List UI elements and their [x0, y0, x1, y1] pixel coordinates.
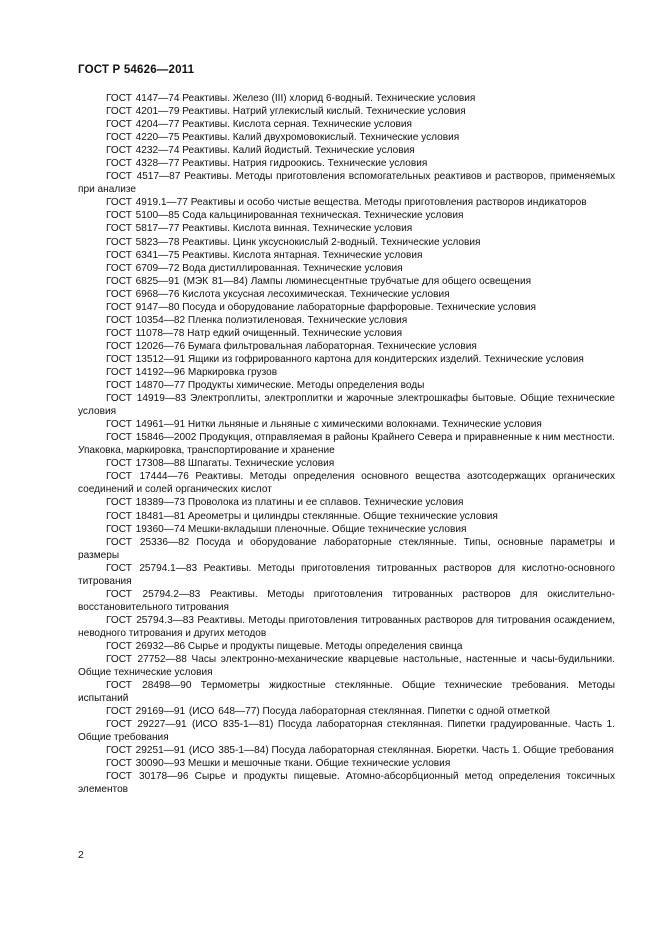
reference-item [78, 340, 615, 353]
reference-item [78, 236, 615, 249]
reference-code: ГОСТ 4517—87 [106, 171, 181, 183]
reference-code: ГОСТ 17308—88 [106, 458, 186, 470]
reference-title: Реактивы. Калий двухромовокислый. Технические условия [182, 132, 460, 144]
reference-title: Посуда лабораторная стеклянная. Пипетки градуированные. Часть 1. Общие требования [78, 719, 615, 744]
reference-item [78, 757, 615, 770]
reference-code: ГОСТ 4220—75 [106, 132, 180, 144]
reference-code: ГОСТ 5817—77 [106, 223, 180, 235]
reference-item [78, 249, 615, 262]
reference-title: Реактивы. Натрия гидроокись. Технические условия [182, 158, 428, 170]
reference-item [78, 640, 615, 653]
reference-code: ГОСТ 4204—77 [106, 119, 180, 131]
reference-title: Реактивы. Цинк уксуснокислый 2-водный. Технические условия [182, 236, 481, 248]
reference-item [78, 510, 615, 523]
reference-title: Посуда лабораторная стеклянная. Пипетки с одной отметкой [262, 706, 550, 718]
reference-code: ГОСТ 6968—76 [106, 288, 180, 300]
reference-item [78, 562, 615, 588]
reference-code: ГОСТ 26932—86 [106, 640, 186, 652]
reference-code: ГОСТ 6341—75 [106, 249, 180, 261]
reference-item [78, 679, 615, 705]
reference-title: Мешки-вкладыши пленочные. Общие технические условия [187, 523, 467, 535]
reference-code: ГОСТ 11078—78 [106, 327, 185, 339]
reference-title: Бумага фильтровальная лабораторная. Технические условия [187, 340, 477, 352]
reference-title: Нитки льняные и льняные с химическими волокнами. Технические условия [187, 419, 542, 431]
reference-code: ГОСТ 6825—91 (МЭК 81—84) [106, 275, 248, 287]
reference-item [78, 614, 615, 640]
reference-title: Реактивы. Методы приготовления вспомогательных реактивов и растворов, применяемых при анализе [78, 171, 616, 196]
reference-item [78, 457, 615, 470]
reference-item [78, 209, 615, 222]
reference-code: ГОСТ 12026—76 [106, 340, 186, 352]
reference-item [78, 366, 615, 379]
reference-title: Ящики из гофрированного картона для кондитерских изделий. Технические условия [187, 353, 584, 365]
reference-item [78, 770, 615, 796]
reference-code: ГОСТ 9147—80 [106, 301, 180, 313]
reference-title: Сырье и продукты пищевые. Атомно-абсорбционный метод определения токсичных элементов [78, 771, 615, 796]
reference-code: ГОСТ 30090—93 [106, 758, 186, 770]
reference-title: Реактивы. Натрий углекислый кислый. Технические условия [182, 106, 466, 118]
reference-title: Реактивы. Методы приготовления титрованных растворов для кислотно-основного титрования [78, 562, 615, 587]
reference-title: Шпагаты. Технические условия [187, 458, 335, 470]
reference-item [78, 470, 615, 496]
reference-title: Посуда и оборудование лабораторные фарфоровые. Технические условия [182, 301, 536, 313]
reference-title: Вода дистиллированная. Технические условия [182, 262, 403, 274]
reference-item [78, 588, 615, 614]
reference-title: Посуда лабораторная стеклянная. Бюретки. Часть 1. Общие требования [271, 745, 614, 757]
reference-item [78, 718, 615, 744]
reference-code: ГОСТ 4328—77 [106, 158, 180, 170]
normative-references-list [78, 92, 615, 797]
reference-title: Ареометры и цилиндры стеклянные. Общие технические условия [187, 510, 498, 522]
reference-code: ГОСТ 15846—2002 [106, 432, 197, 444]
reference-code: ГОСТ 19360—74 [106, 523, 186, 535]
reference-code: ГОСТ 18389—73 [106, 497, 186, 509]
reference-item [78, 744, 615, 757]
reference-item [78, 196, 615, 209]
reference-code: ГОСТ 4232—74 [106, 145, 180, 157]
reference-item [78, 431, 615, 457]
reference-item [78, 496, 615, 509]
reference-title: Реактивы. Калий йодистый. Технические условия [182, 145, 415, 157]
reference-item [78, 144, 615, 157]
reference-code: ГОСТ 17444—76 [106, 471, 189, 483]
reference-title: Часы электронно-механические кварцевые настольные, настенные и часы-будильники. Общие технические условия [78, 654, 615, 679]
reference-item [78, 131, 615, 144]
reference-title: Термометры жидкостные стеклянные. Общие технические требования. Методы испытаний [78, 680, 615, 705]
reference-item [78, 523, 615, 536]
reference-title: Реактивы. Методы приготовления титрованных растворов для окислительно-восстановительного титрования [78, 588, 615, 613]
reference-title: Реактивы. Кислота серная. Технические условия [182, 119, 412, 131]
reference-item [78, 222, 615, 235]
reference-item [78, 105, 615, 118]
reference-code: ГОСТ 29227—91 (ИСО 835-1—81) [106, 719, 274, 731]
reference-item [78, 653, 615, 679]
reference-code: ГОСТ 25794.2—83 [106, 588, 201, 600]
reference-code: ГОСТ 29169—91 (ИСО 648—77) [106, 706, 260, 718]
reference-code: ГОСТ 25794.1—83 [106, 562, 198, 574]
reference-item [78, 118, 615, 131]
reference-title: Реактивы. Методы приготовления титрованных растворов для титрования осаждением, неводного титрования и других методов [78, 614, 616, 639]
reference-item [78, 536, 615, 562]
reference-code: ГОСТ 18481—81 [106, 510, 186, 522]
reference-code: ГОСТ 5100—85 [106, 210, 180, 222]
reference-code: ГОСТ 10354—82 [106, 314, 186, 326]
reference-title: Сода кальцинированная техническая. Технические условия [182, 210, 464, 222]
reference-item [78, 288, 615, 301]
reference-code: ГОСТ 25336—82 [106, 536, 190, 548]
reference-item [78, 92, 615, 105]
reference-code: ГОСТ 6709—72 [106, 262, 180, 274]
reference-code: ГОСТ 25794.3—83 [106, 614, 195, 626]
reference-title: Сырье и продукты пищевые. Методы определения свинца [187, 640, 463, 652]
reference-title: Лампы люминесцентные трубчатые для общего освещения [250, 275, 532, 287]
reference-title: Продукты химические. Методы определения воды [187, 380, 425, 392]
reference-title: Реактивы и особо чистые вещества. Методы приготовления растворов индикаторов [190, 197, 587, 209]
reference-code: ГОСТ 29251—91 (ИСО 385-1—84) [106, 745, 269, 757]
reference-code: ГОСТ 28498—90 [106, 680, 192, 692]
reference-code: ГОСТ 14870—77 [106, 380, 186, 392]
reference-code: ГОСТ 4919.1—77 [106, 197, 188, 209]
reference-item [78, 262, 615, 275]
reference-title: Реактивы. Железо (III) хлорид 6-водный. Технические условия [182, 93, 476, 104]
reference-item [78, 157, 615, 170]
reference-item [78, 301, 615, 314]
reference-title: Натр едкий очищенный. Технические условия [187, 327, 403, 339]
reference-title: Реактивы. Кислота янтарная. Технические условия [182, 249, 423, 261]
reference-title: Посуда и оборудование лабораторные стеклянные. Типы, основные параметры и размеры [78, 536, 615, 561]
document-header: ГОСТ Р 54626—2011 [78, 64, 195, 76]
reference-code: ГОСТ 27752—88 [106, 654, 187, 666]
reference-title: Электроплиты, электроплитки и жарочные электрошкафы бытовые. Общие технические условия [78, 393, 615, 418]
reference-code: ГОСТ 13512—91 [106, 353, 186, 365]
reference-code: ГОСТ 4147—74 [106, 93, 180, 104]
reference-item [78, 705, 615, 718]
reference-item [78, 418, 615, 431]
reference-code: ГОСТ 30178—96 [106, 771, 189, 783]
reference-item [78, 353, 615, 366]
reference-item [78, 327, 615, 340]
reference-code: ГОСТ 14192—96 [106, 366, 186, 378]
reference-code: ГОСТ 14919—83 [106, 393, 187, 405]
reference-code: ГОСТ 5823—78 [106, 236, 180, 248]
reference-title: Кислота уксусная лесохимическая. Технические условия [182, 288, 450, 300]
reference-title: Маркировка грузов [187, 366, 278, 378]
reference-title: Реактивы. Кислота винная. Технические условия [182, 223, 413, 235]
reference-title: Проволока из платины и ее сплавов. Технические условия [187, 497, 464, 509]
reference-code: ГОСТ 14961—91 [106, 419, 186, 431]
reference-code: ГОСТ 4201—79 [106, 106, 180, 118]
reference-title: Продукция, отправляемая в районы Крайнего Севера и приравненные к ним местности. Упаковка, маркировка, транспортирование и хранение [78, 432, 615, 457]
reference-item [78, 170, 615, 196]
page-number: 2 [78, 849, 84, 861]
reference-item [78, 392, 615, 418]
reference-item [78, 275, 615, 288]
reference-title: Реактивы. Методы определения основного вещества азотсодержащих органических соединений и солей органических кислот [78, 471, 615, 496]
reference-item [78, 379, 615, 392]
reference-title: Мешки и мешочные ткани. Общие технические условия [187, 758, 451, 770]
reference-item [78, 314, 615, 327]
reference-title: Пленка полиэтиленовая. Технические условия [187, 314, 408, 326]
